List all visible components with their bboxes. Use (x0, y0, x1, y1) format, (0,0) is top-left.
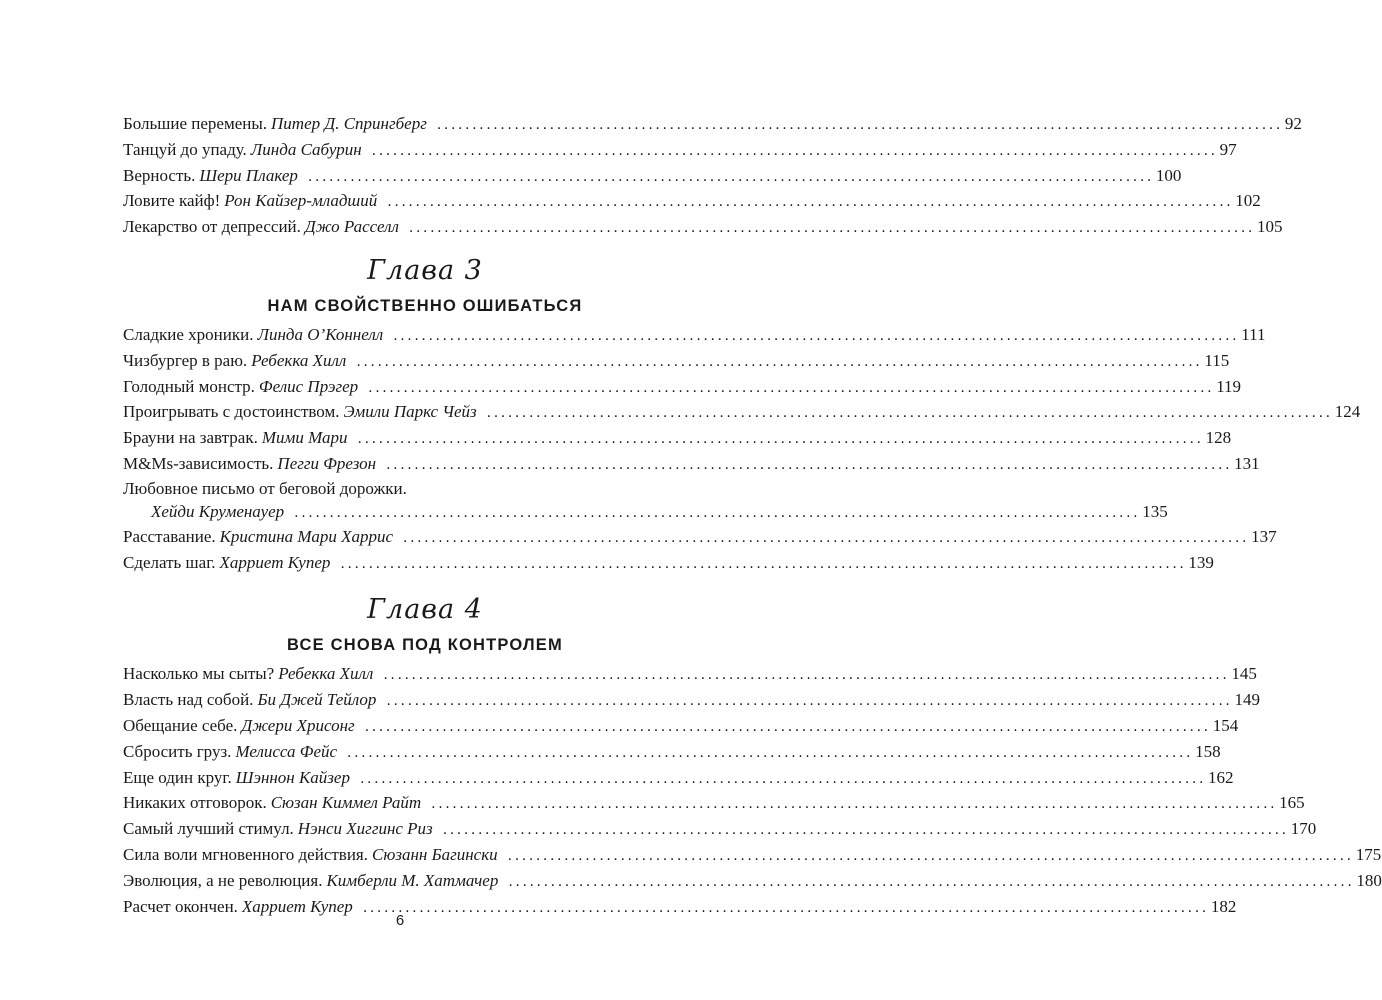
entry-page: 158 (1195, 741, 1221, 761)
entry-page: 180 (1356, 870, 1382, 890)
entry-title: Брауни на завтрак. (123, 428, 258, 448)
entry-page: 102 (1235, 191, 1261, 211)
dot-leader: ........................................................................................................................ (442, 822, 1289, 839)
dot-leader: ........................................................................................................................ (371, 142, 1218, 159)
toc-entry (123, 817, 1317, 843)
entry-page: 119 (1216, 376, 1242, 396)
entry-author: Питер Д. Спрингберг (271, 114, 427, 133)
table-of-contents (123, 112, 1382, 920)
toc-entry (123, 164, 1182, 190)
entry-author: Джери Хрисонг (241, 715, 355, 735)
entry-page: 128 (1205, 428, 1232, 448)
toc-entry (123, 843, 1382, 869)
dot-leader: ........................................................................................................................ (383, 667, 1230, 684)
entry-title: M&Ms-зависимость. (123, 453, 274, 473)
toc-entry (123, 323, 1266, 349)
toc-entry (123, 215, 1283, 241)
dot-leader: ........................................................................................................................ (294, 504, 1141, 521)
page-number: 6 (395, 912, 405, 929)
entry-title: Большие перемены. (123, 114, 268, 133)
entry-page: 124 (1334, 402, 1361, 422)
dot-leader: ........................................................................................................................ (307, 168, 1154, 185)
entry-author: Рон Кайзер-младший (224, 191, 378, 211)
entry-title: Верность. (123, 165, 196, 185)
dot-leader: ........................................................................................................................ (507, 847, 1354, 864)
dot-leader: ........................................................................................................................ (436, 117, 1283, 133)
entry-author: Ребекка Хилл (251, 350, 347, 370)
dot-leader: ........................................................................................................................ (408, 220, 1255, 237)
entry-title: Еще один круг. (123, 767, 232, 787)
toc-entry (123, 551, 1214, 577)
entry-author: Кристина Мари Харрис (219, 526, 394, 546)
entry-title: Ловите кайф! (123, 191, 221, 211)
entry-author: Сюзан Киммел Райт (270, 793, 422, 813)
entry-author: Хейди Круменауер (151, 501, 285, 521)
entry-title: Сделать шаг. (123, 552, 216, 572)
entry-author: Эмили Паркс Чейз (343, 402, 477, 422)
entry-author: Мими Мари (261, 428, 348, 448)
entry-page: 149 (1234, 690, 1260, 710)
entry-author: Харриет Купер (219, 552, 331, 572)
toc-entry (123, 349, 1230, 375)
toc-list-top (123, 112, 1302, 241)
entry-title: Танцуй до упаду. (123, 139, 247, 159)
dot-leader: ........................................................................................................................ (403, 529, 1250, 546)
chapter-heading: Глава 3 (367, 254, 483, 286)
entry-title: Голодный монстр. (123, 376, 255, 396)
dot-leader: ........................................................................................................................ (431, 796, 1278, 813)
entry-page: 175 (1355, 844, 1382, 864)
entry-author: Харриет Купер (241, 896, 353, 916)
toc-entry (123, 740, 1221, 766)
dot-leader: ........................................................................................................................ (508, 873, 1355, 890)
toc-entry (123, 375, 1242, 401)
toc-list-chapter4 (123, 662, 1382, 920)
entry-page: 139 (1188, 552, 1214, 572)
toc-entry (123, 662, 1257, 688)
dot-leader: ........................................................................................................................ (486, 405, 1333, 422)
chapter-heading: Глава 4 (367, 594, 483, 626)
entry-author: Шери Плакер (199, 165, 298, 185)
dot-leader: ........................................................................................................................ (393, 327, 1240, 344)
entry-page: 92 (1284, 114, 1302, 133)
entry-title: Чизбургер в раю. (123, 350, 248, 370)
entry-page: 137 (1251, 526, 1277, 546)
entry-page: 170 (1290, 819, 1317, 839)
toc-entry (123, 714, 1239, 740)
toc-entry (123, 189, 1261, 215)
entry-page: 115 (1204, 350, 1230, 370)
entry-author: Линда Сабурин (250, 139, 362, 159)
dot-leader: ........................................................................................................................ (357, 431, 1204, 448)
entry-author: Джо Расселл (304, 217, 399, 237)
entry-title: Сила воли мгновенного действия. (123, 844, 368, 864)
entry-page: 97 (1219, 139, 1237, 159)
entry-title: Сладкие хроники. (123, 324, 254, 344)
entry-title: Эволюция, а не революция. (123, 870, 323, 890)
toc-entry (123, 426, 1232, 452)
entry-page: 182 (1210, 896, 1237, 916)
entry-continuation (123, 500, 1168, 525)
entry-author: Фелис Прэгер (258, 376, 359, 396)
dot-leader: ........................................................................................................................ (347, 744, 1194, 761)
toc-entry (123, 791, 1305, 817)
entry-page: 162 (1208, 767, 1234, 787)
entry-title: Никаких отговорок. (123, 793, 267, 813)
entry-page: 111 (1241, 324, 1266, 344)
entry-author: Пегги Фрезон (277, 453, 377, 473)
entry-title: Власть над собой. (123, 690, 254, 710)
entry-title: Любовное письмо от беговой дорожки. (123, 478, 407, 498)
dot-leader: ........................................................................................................................ (362, 899, 1209, 916)
entry-author: Кимберли М. Хатмачер (326, 870, 499, 890)
dot-leader: ........................................................................................................................ (364, 718, 1211, 735)
entry-title: Самый лучший стимул. (123, 819, 294, 839)
toc-list-chapter3 (123, 323, 1361, 576)
toc-entry-multiline (123, 478, 1168, 525)
toc-entry (123, 112, 1302, 138)
entry-title: Расчет окончен. (123, 896, 238, 916)
entry-title: Проигрывать с достоинством. (123, 402, 340, 422)
entry-title: Расставание. (123, 526, 216, 546)
toc-entry (123, 869, 1382, 895)
entry-author: Би Джей Тейлор (257, 690, 377, 710)
entry-page: 145 (1231, 664, 1257, 684)
dot-leader: ........................................................................................................................ (386, 693, 1233, 710)
dot-leader: ........................................................................................................................ (387, 194, 1234, 211)
toc-entry (123, 766, 1234, 792)
chapter-subtitle: ВСЕ СНОВА ПОД КОНТРОЛЕМ (287, 636, 563, 655)
toc-entry (123, 688, 1260, 714)
entry-page: 105 (1256, 217, 1283, 237)
entry-author: Сюзанн Багински (372, 844, 498, 864)
toc-entry (123, 525, 1277, 551)
dot-leader: ........................................................................................................................ (340, 555, 1187, 572)
entry-author: Линда О’Коннелл (257, 324, 384, 344)
dot-leader: ........................................................................................................................ (356, 353, 1203, 370)
entry-author: Ребекка Хилл (278, 664, 374, 684)
entry-author: Нэнси Хиггинс Риз (297, 819, 433, 839)
dot-leader: ........................................................................................................................ (368, 379, 1215, 396)
toc-entry (123, 400, 1361, 426)
entry-page: 131 (1234, 453, 1260, 473)
chapter-subtitle: НАМ СВОЙСТВЕННО ОШИБАТЬСЯ (267, 296, 583, 315)
entry-title: Сбросить груз. (123, 741, 232, 761)
dot-leader: ........................................................................................................................ (386, 456, 1233, 473)
dot-leader: ........................................................................................................................ (359, 770, 1206, 787)
entry-page: 135 (1142, 501, 1168, 521)
entry-page: 165 (1279, 793, 1305, 813)
entry-page: 154 (1212, 715, 1239, 735)
entry-title: Насколько мы сыты? (123, 664, 275, 684)
entry-title: Обещание себе. (123, 715, 238, 735)
entry-author: Шэннон Кайзер (235, 767, 350, 787)
toc-entry (123, 452, 1260, 478)
toc-entry (123, 138, 1237, 164)
entry-author: Мелисса Фейс (235, 741, 338, 761)
entry-title: Лекарство от депрессий. (123, 217, 301, 237)
entry-page: 100 (1155, 165, 1182, 185)
